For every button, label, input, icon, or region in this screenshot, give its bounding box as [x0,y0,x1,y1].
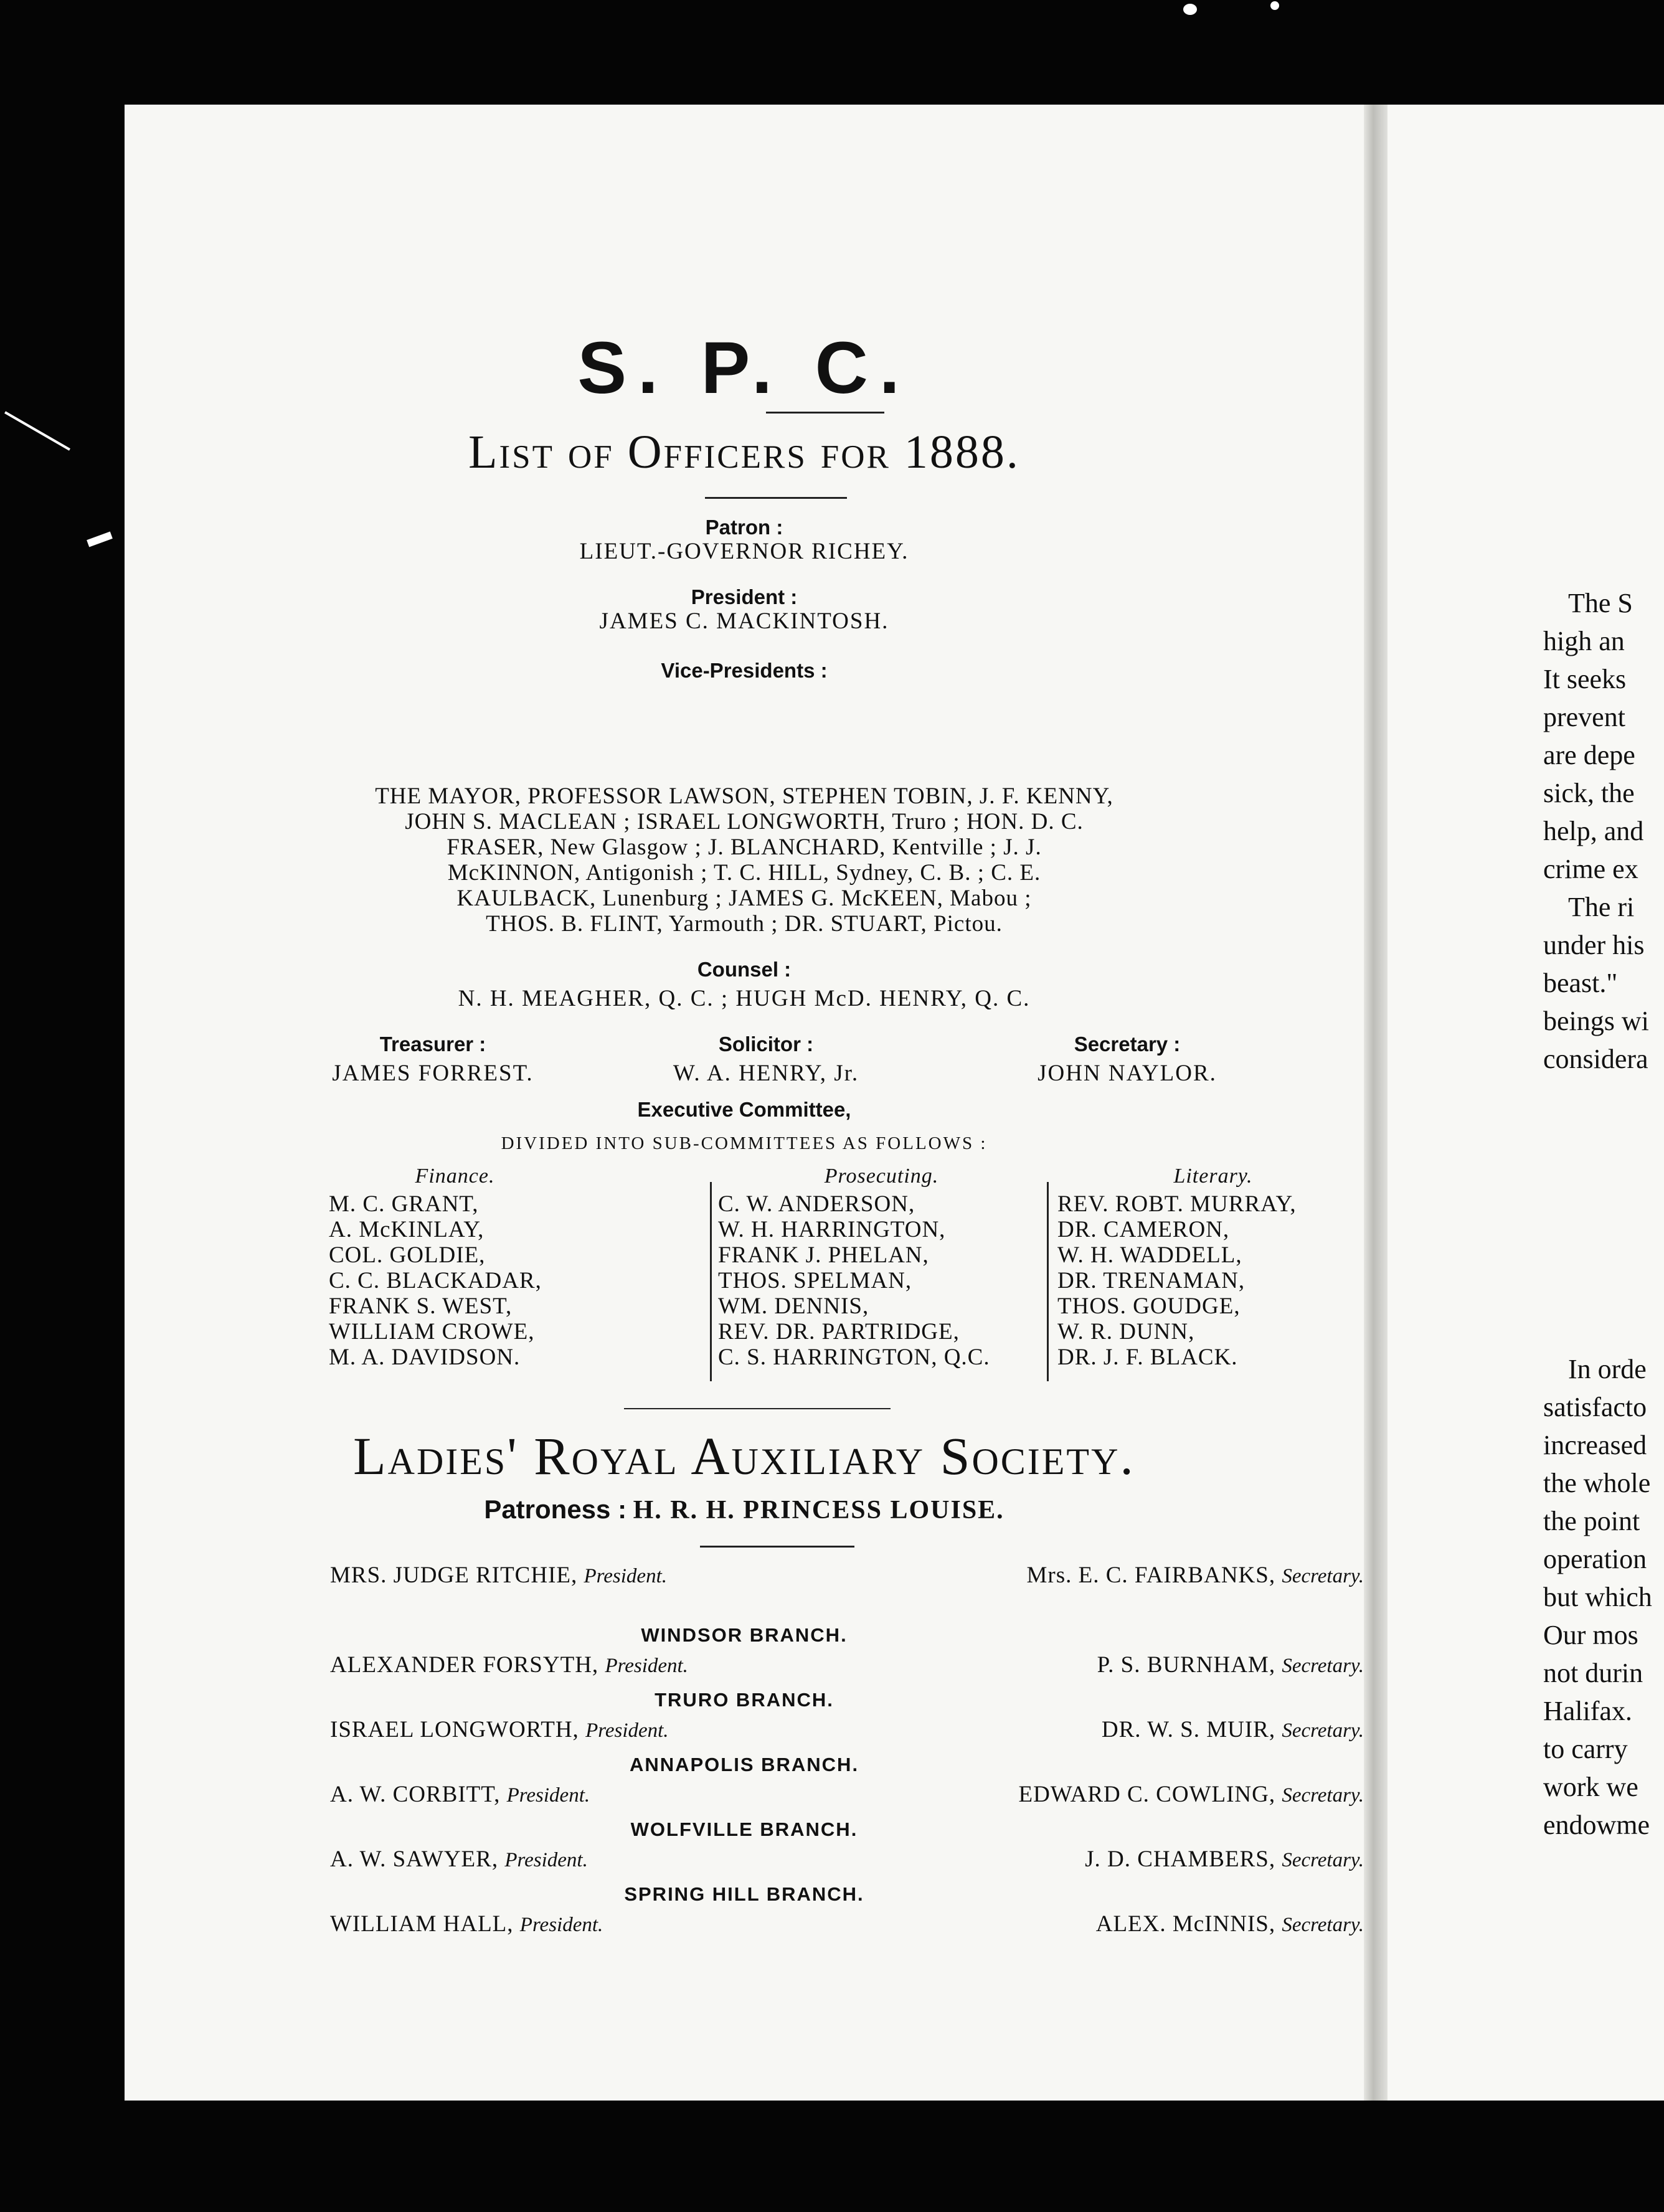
patroness-name: H. R. H. PRINCESS LOUISE. [633,1496,1005,1524]
patroness-rule [700,1546,854,1548]
patroness-line [125,1495,1364,1525]
right-line: the whole [1543,1468,1651,1498]
ladies-president: MRS. JUDGE RITCHIE, President. [330,1562,667,1588]
vice-presidents-line: FRASER, New Glasgow ; J. BLANCHARD, Kentville ; J. J. [447,834,1042,860]
prosecuting-member: WM. DENNIS, [718,1293,869,1319]
ladies-society-title: Ladies' Royal Auxiliary Society. [353,1426,1135,1486]
right-line: sick, the [1543,778,1635,808]
literary-column [1057,1163,1369,1370]
right-line: The S [1568,588,1633,618]
right-line: crime ex [1543,854,1638,884]
treasurer-block [311,1033,554,1087]
patroness-label: Patroness : [484,1495,627,1524]
finance-member: A. McKINLAY, [329,1217,485,1242]
right-line: Halifax. [1543,1696,1632,1726]
prosecuting-member: REV. DR. PARTRIDGE, [718,1319,960,1345]
right-line: Our mos [1543,1620,1638,1650]
literary-member: DR. TRENAMAN, [1057,1268,1246,1293]
right-line: increased [1543,1430,1647,1460]
column-divider [1047,1182,1049,1381]
branch-secretary: DR. W. S. MUIR, Secretary. [1101,1717,1364,1742]
executive-committee-label: Executive Committee, [637,1098,851,1121]
branch-president: ALEXANDER FORSYTH, President. [330,1652,688,1678]
finance-column [329,1163,581,1370]
branch-heading: SPRING HILL BRANCH. [624,1883,864,1905]
page-gutter [1364,105,1387,2101]
right-paragraph-2 [1543,888,1649,1078]
subtitle-rule [705,497,847,499]
patron-name: LIEUT.-GOVERNOR RICHEY. [579,539,909,564]
counsel-names: N. H. MEAGHER, Q. C. ; HUGH McD. HENRY, Q. C. [458,986,1031,1011]
scan-speck [87,532,113,547]
right-line: help, and [1543,816,1644,846]
right-line: the point [1543,1506,1640,1536]
right-line: under his [1543,930,1645,960]
president-section [125,585,1364,634]
finance-member: M. A. DAVIDSON. [329,1345,521,1370]
secretary-name: JOHN NAYLOR. [1038,1061,1217,1086]
right-line: not durin [1543,1658,1643,1688]
counsel-label: Counsel : [697,958,792,981]
right-line: It seeks [1543,664,1627,694]
right-line: beings wi [1543,1006,1649,1036]
finance-member: M. C. GRANT, [329,1191,479,1217]
treasurer-name: JAMES FORREST. [332,1061,534,1086]
branch-heading: WINDSOR BRANCH. [641,1624,848,1646]
prosecuting-member: W. H. HARRINGTON, [718,1217,946,1242]
prosecuting-heading: Prosecuting. [824,1165,939,1188]
branch-heading: WOLFVILLE BRANCH. [630,1818,858,1840]
counsel-section [125,958,1364,1011]
right-line: work we [1543,1772,1638,1802]
solicitor-name: W. A. HENRY, Jr. [673,1061,859,1086]
branch-heading: ANNAPOLIS BRANCH. [629,1754,859,1775]
branch-president: A. W. SAWYER, President. [330,1846,588,1872]
executive-committee-sub: DIVIDED INTO SUB-COMMITTEES AS FOLLOWS : [501,1133,988,1153]
branch-secretary: EDWARD C. COWLING, Secretary. [1018,1782,1364,1807]
branch-secretary: J. D. CHAMBERS, Secretary. [1085,1846,1364,1872]
literary-member: W. R. DUNN, [1057,1319,1195,1345]
literary-member: W. H. WADDELL, [1057,1242,1242,1268]
right-line: beast." [1543,968,1618,998]
vice-presidents-list [125,783,1364,937]
treasurer-label: Treasurer : [379,1033,486,1056]
left-page [125,105,1364,2101]
scan-speck [1270,1,1279,10]
ladies-secretary: Mrs. E. C. FAIRBANKS, Secretary. [1026,1562,1364,1588]
title-rule [766,412,884,414]
finance-member: COL. GOLDIE, [329,1242,486,1268]
right-line: In orde [1568,1354,1647,1384]
prosecuting-column [718,1163,1045,1370]
vice-presidents-line: THE MAYOR, PROFESSOR LAWSON, STEPHEN TOBIN, J. F. KENNY, [375,783,1113,809]
literary-member: THOS. GOUDGE, [1057,1293,1241,1319]
secretary-block [1003,1033,1252,1087]
prosecuting-member: C. W. ANDERSON, [718,1191,915,1217]
committee-rule [624,1408,891,1409]
solicitor-label: Solicitor : [718,1033,814,1056]
branch-secretary: ALEX. McINNIS, Secretary. [1095,1911,1364,1937]
committee-columns [329,1163,1375,1381]
vice-presidents-line: McKINNON, Antigonish ; T. C. HILL, Sydney, C. B. ; C. E. [447,860,1041,886]
literary-member: REV. ROBT. MURRAY, [1057,1191,1297,1217]
secretary-label: Secretary : [1074,1033,1181,1056]
right-line: The ri [1568,892,1635,922]
branch-president: A. W. CORBITT, President. [330,1782,590,1807]
subtitle: List of Officers for 1888. [468,426,1020,478]
branch-secretary: P. S. BURNHAM, Secretary. [1097,1652,1364,1678]
president-label: President : [691,585,798,608]
finance-member: WILLIAM CROWE, [329,1319,535,1345]
branch-president: ISRAEL LONGWORTH, President. [330,1717,669,1742]
right-line: operation [1543,1544,1647,1574]
right-line: satisfacto [1543,1392,1647,1422]
patron-section [125,516,1364,564]
column-divider [710,1182,712,1381]
main-title: S. P. C. [577,327,911,409]
scan-speck [1183,4,1197,15]
solicitor-block [635,1033,897,1087]
president-name: JAMES C. MACKINTOSH. [599,608,889,634]
right-paragraph-1 [1543,584,1643,888]
branch-president: WILLIAM HALL, President. [330,1911,603,1937]
prosecuting-member: C. S. HARRINGTON, Q.C. [718,1345,990,1370]
right-line: to carry [1543,1734,1628,1764]
right-paragraph-3 [1543,1350,1652,1844]
right-line: considera [1543,1044,1648,1074]
right-line: endowme [1543,1810,1650,1840]
right-line: but which [1543,1582,1652,1612]
right-line: prevent [1543,702,1625,732]
literary-member: DR. J. F. BLACK. [1057,1345,1238,1370]
branch-heading: TRURO BRANCH. [655,1689,834,1711]
right-line: are depe [1543,740,1635,770]
finance-member: FRANK S. WEST, [329,1293,513,1319]
vice-presidents-label: Vice-Presidents : [661,659,828,682]
right-page [1387,105,1664,2101]
scan-speck [4,411,70,450]
right-line: high an [1543,626,1625,656]
patron-label: Patron : [705,516,783,539]
prosecuting-member: THOS. SPELMAN, [718,1268,912,1293]
finance-heading: Finance. [415,1165,495,1188]
vice-presidents-line: JOHN S. MACLEAN ; ISRAEL LONGWORTH, Truro ; HON. D. C. [405,809,1084,834]
vice-presidents-label-wrap [125,659,1364,683]
literary-heading: Literary. [1173,1165,1253,1188]
prosecuting-member: FRANK J. PHELAN, [718,1242,929,1268]
literary-member: DR. CAMERON, [1057,1217,1230,1242]
vice-presidents-line: KAULBACK, Lunenburg ; JAMES G. McKEEN, Mabou ; [456,886,1032,911]
finance-member: C. C. BLACKADAR, [329,1268,542,1293]
vice-presidents-line: THOS. B. FLINT, Yarmouth ; DR. STUART, Pictou. [486,911,1003,937]
